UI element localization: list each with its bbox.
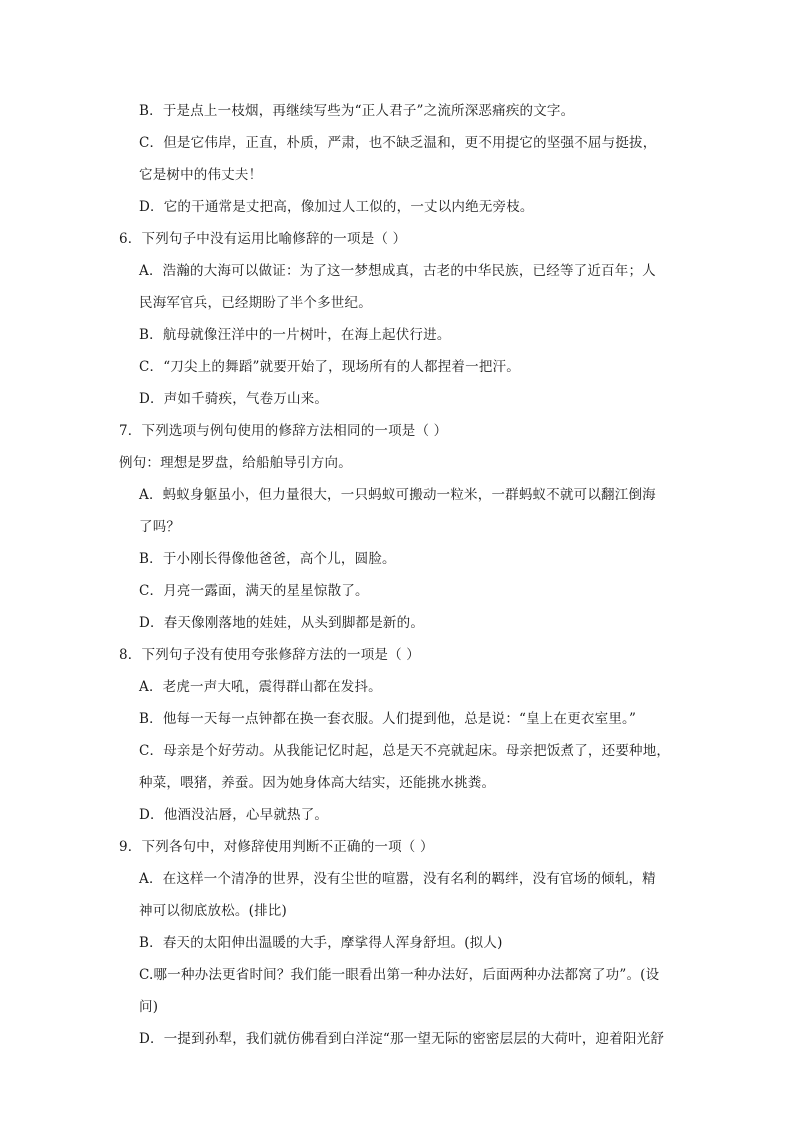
q7-option-a-line1: A．蚂蚁身躯虽小，但力量很大，一只蚂蚁可搬动一粒米，一群蚂蚁不就可以翻江倒海 [139, 487, 656, 503]
q7-example-sentence: 例句：理想是罗盘，给船舶导引方向。 [119, 455, 352, 471]
q8-option-c-line1: C．母亲是个好劳动。从我能记忆时起，总是天不亮就起床。母亲把饭煮了，还要种地， [139, 743, 671, 759]
q9-option-c-line1: C.哪一种办法更省时间？我们能一眼看出第一种办法好，后面两种办法都窝了功”。(设 [139, 967, 660, 983]
q6-option-d: D．声如千骑疾，气卷万山来。 [139, 391, 329, 407]
q7-question-stem: 7．下列选项与例句使用的修辞方法相同的一项是（ ） [119, 423, 448, 439]
q6-option-c: C．“刀尖上的舞蹈”就要开始了，现场所有的人都捏着一把汗。 [139, 359, 520, 375]
q7-option-b: B．于小刚长得像他爸爸，高个儿，圆脸。 [139, 551, 396, 567]
q9-option-d-line1: D．一提到孙犁，我们就仿佛看到白洋淀“那一望无际的密密层层的大荷叶，迎着阳光舒 [139, 1031, 665, 1047]
q9-option-c-line2: 问) [139, 999, 159, 1015]
q5-option-c-line2: 它是树中的伟丈夫！ [139, 167, 263, 183]
q8-option-d: D．他酒没沾唇，心早就热了。 [139, 807, 329, 823]
q9-question-stem: 9．下列各句中，对修辞使用判断不正确的一项（ ） [119, 839, 434, 855]
q6-option-b: B．航母就像汪洋中的一片树叶，在海上起伏行进。 [139, 327, 451, 343]
q8-question-stem: 8．下列句子没有使用夸张修辞方法的一项是（ ） [119, 647, 420, 663]
q5-option-c-line1: C．但是它伟岸，正直，朴质，严肃，也不缺乏温和，更不用提它的坚强不屈与挺拔， [139, 135, 657, 151]
q6-question-stem: 6．下列句子中没有运用比喻修辞的一项是（ ） [119, 231, 407, 247]
q7-option-a-line2: 了吗？ [139, 519, 181, 535]
q5-option-b: B．于是点上一枝烟，再继续写些为“正人君子”之流所深恶痛疾的文字。 [139, 103, 575, 119]
q6-option-a-line2: 民海军官兵，已经期盼了半个多世纪。 [139, 295, 372, 311]
q8-option-b: B．他每一天每一点钟都在换一套衣服。人们提到他，总是说：“皇上在更衣室里。” [139, 711, 637, 727]
q9-option-b: B．春天的太阳伸出温暖的大手，摩挲得人浑身舒坦。(拟人) [139, 935, 503, 951]
q9-option-a-line1: A．在这样一个清净的世界，没有尘世的喧嚣，没有名利的羁绊，没有官场的倾轧，精 [139, 871, 656, 887]
q7-option-c: C．月亮一露面，满天的星星惊散了。 [139, 583, 369, 599]
q9-option-a-line2: 神可以彻底放松。(排比) [139, 903, 287, 919]
q8-option-c-line2: 种菜，喂猪，养蚕。因为她身体高大结实，还能挑水挑粪。 [139, 775, 496, 791]
q8-option-a: A．老虎一声大吼，震得群山都在发抖。 [139, 679, 382, 695]
q6-option-a-line1: A．浩瀚的大海可以做证：为了这一梦想成真，古老的中华民族，已经等了近百年；人 [139, 263, 656, 279]
q7-option-d: D．春天像刚落地的娃娃，从头到脚都是新的。 [139, 615, 425, 631]
q5-option-d: D．它的干通常是丈把高，像加过人工似的，一丈以内绝无旁枝。 [139, 199, 534, 215]
